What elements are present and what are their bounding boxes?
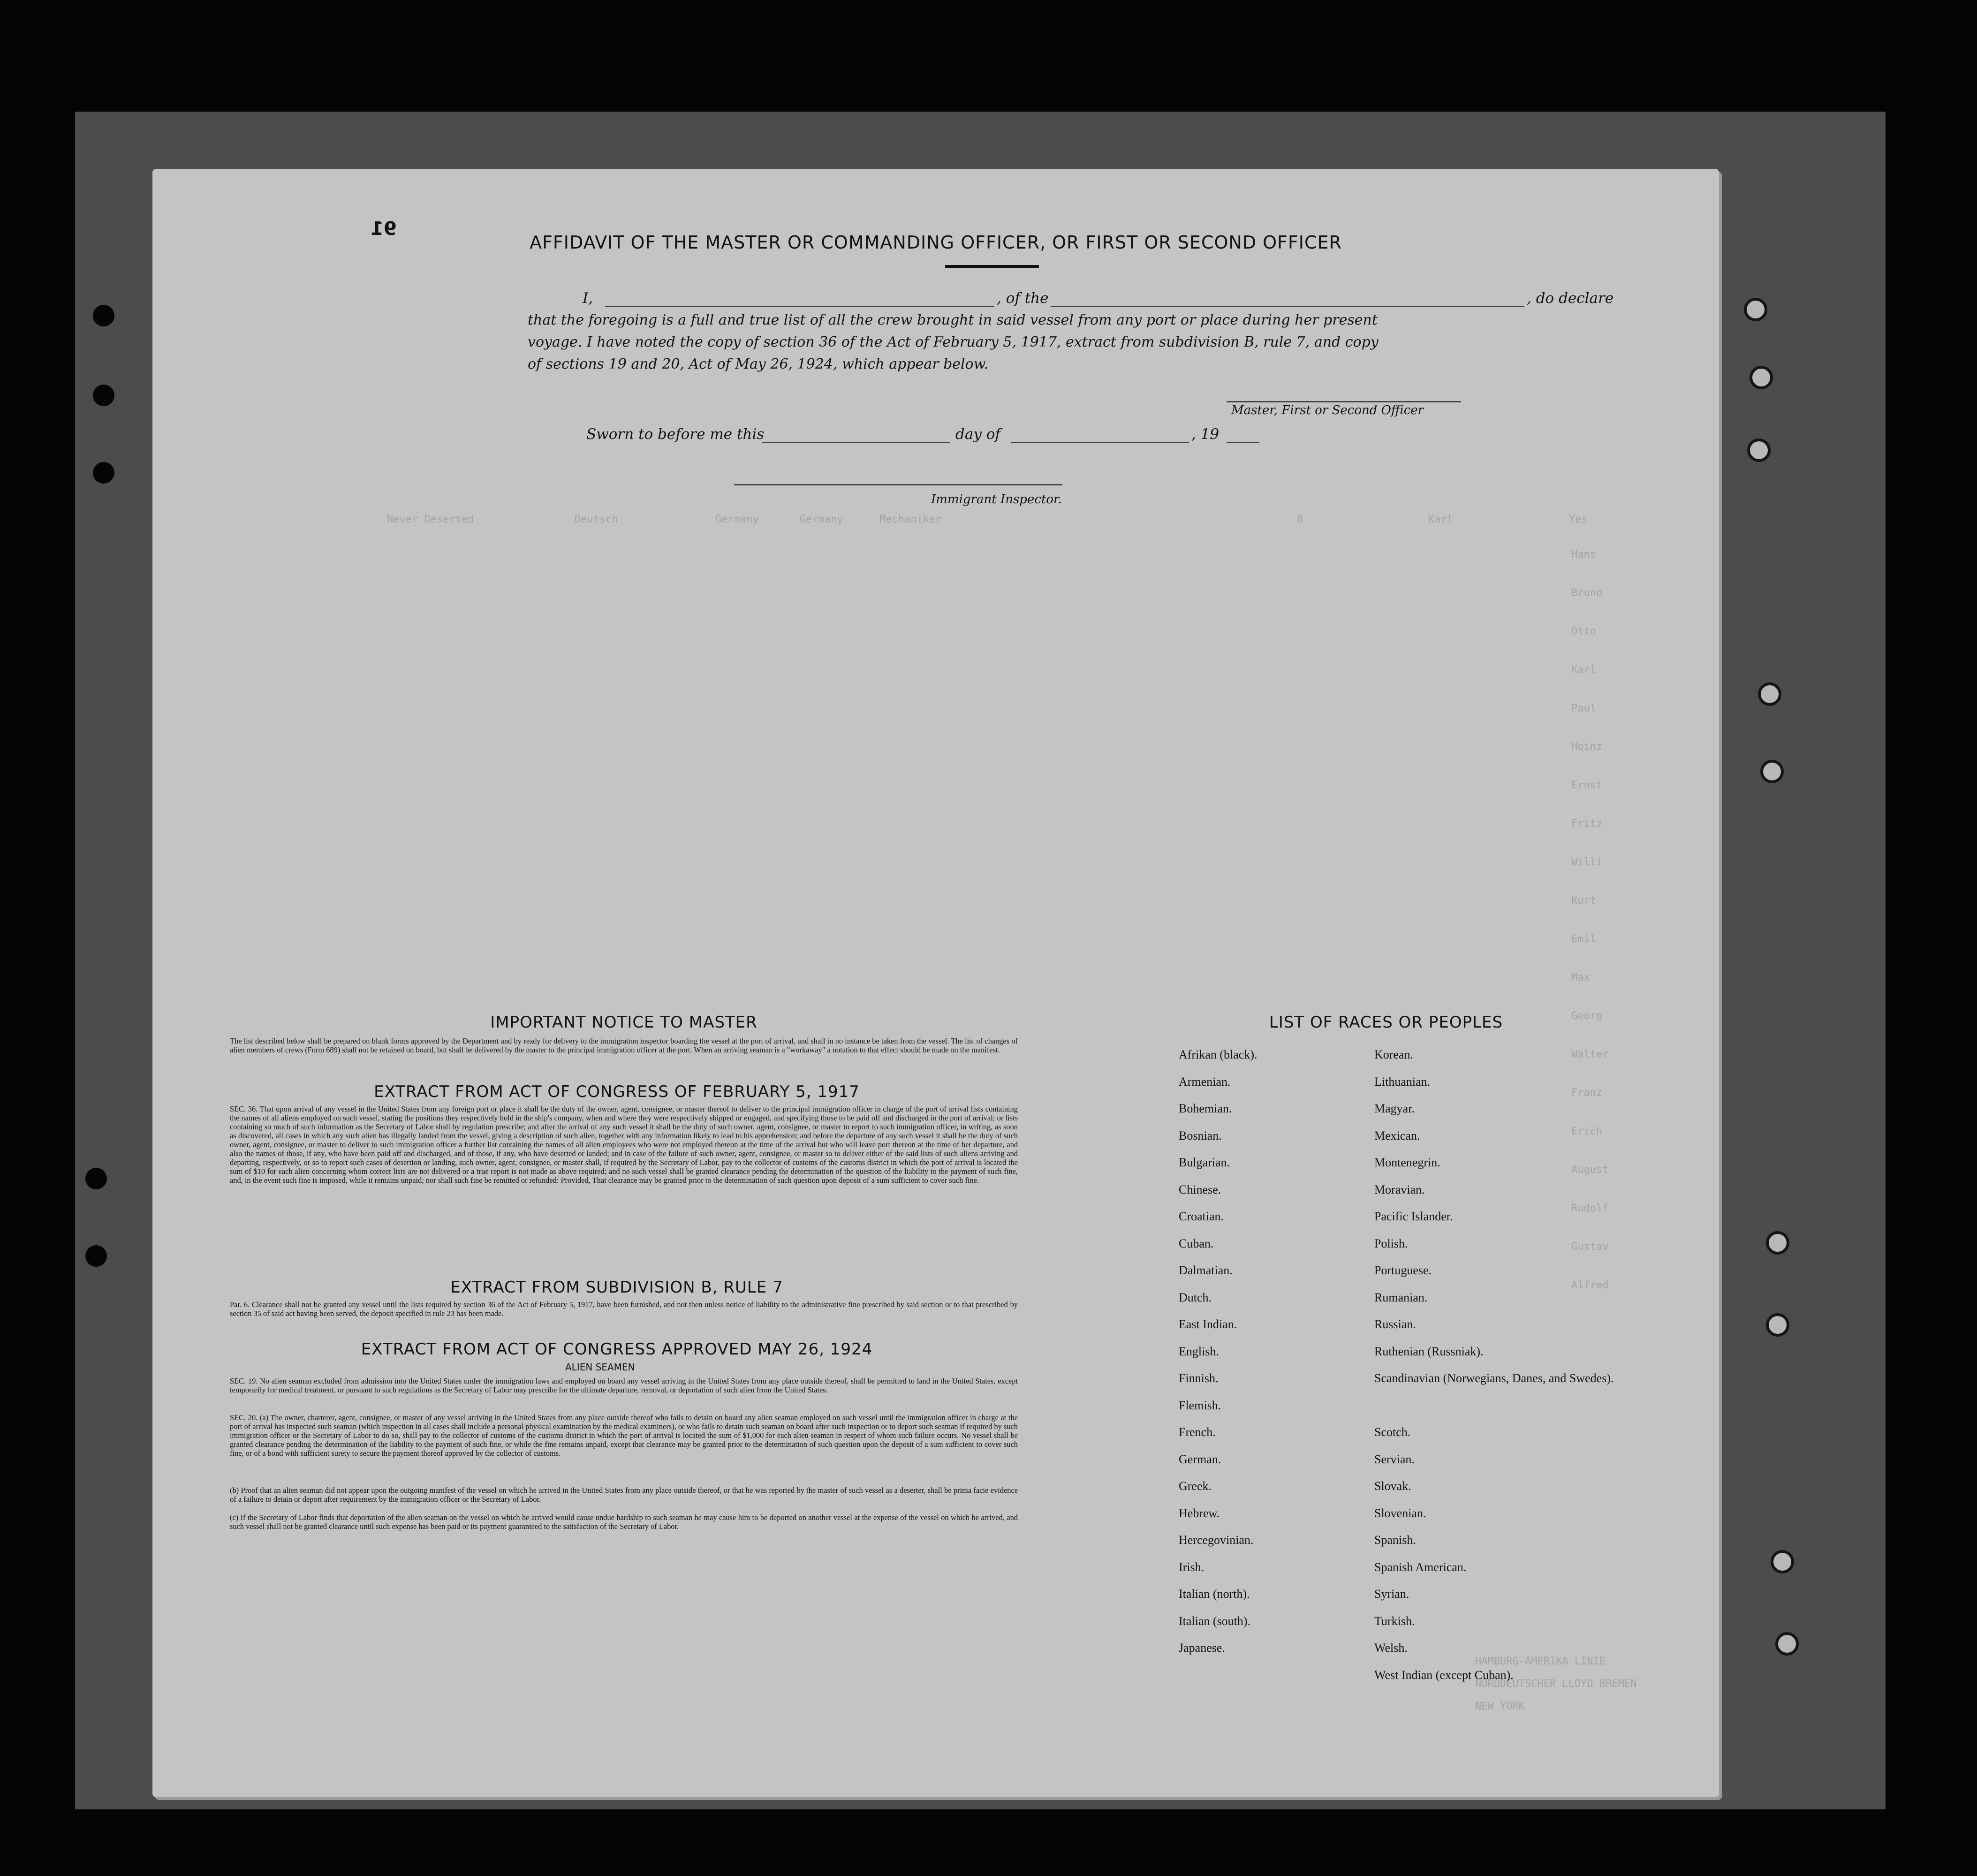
day-of-label: day of [955,426,1000,443]
eyelet [1760,760,1784,783]
act-1924-title: EXTRACT FROM ACT OF CONGRESS APPROVED MAY 26, 1924 [361,1340,873,1359]
race-item: Japanese. [1179,1641,1225,1655]
binder-hole [93,385,114,406]
race-item: Afrikan (black). [1179,1048,1257,1061]
race-item: Slovenian. [1374,1506,1426,1520]
act-1924-sec20b: (b) Proof that an alien seaman did not appear upon the outgoing manifest of the vessel on which he arrived in the United States from any place outside thereof, or that he was reported by the master of such vessel as a deserter, shall be prima facie evidence of a failure to detain or deport after requirement by the immigration officer or the Secretary of Labor. [230,1486,1018,1504]
binder-hole [93,305,114,326]
eyelet [1758,682,1781,706]
act-1924-subtitle: ALIEN SEAMEN [565,1362,635,1373]
bleed-through-text: Paul [1571,703,1596,714]
races-title: LIST OF RACES OR PEOPLES [1269,1013,1503,1032]
bleed-through-text: Georg [1571,1010,1603,1022]
manifest-sheet [152,169,1719,1797]
race-item: Hercegovinian. [1179,1533,1254,1547]
race-item: Polish. [1374,1236,1408,1250]
bleed-through-text: Willi [1571,856,1603,868]
declaration-line-3: of sections 19 and 20, Act of May 26, 1924, which appear below. [528,356,989,372]
races-left-column [1179,1041,1257,1662]
inspector-signature-line [734,484,1062,485]
race-item: Ruthenian (Russniak). [1374,1344,1484,1358]
bleed-through-text: Max [1571,972,1590,983]
race-item: Irish. [1179,1560,1204,1574]
bleed-through-text: Yes [1569,514,1588,525]
race-item: West Indian (except Cuban). [1374,1668,1514,1682]
race-item: Servian. [1374,1452,1415,1466]
binder-hole [85,1168,107,1189]
sworn-day-blank [762,442,950,443]
bleed-through-text: Emil [1571,933,1596,945]
race-item: Portuguese. [1374,1263,1432,1277]
race-item: Bosnian. [1179,1128,1222,1142]
page-number: 91 [371,218,397,240]
race-item: Croatian. [1179,1210,1224,1223]
act-1917-title: EXTRACT FROM ACT OF CONGRESS OF FEBRUARY 5, 1917 [374,1082,860,1101]
race-item: Bulgarian. [1179,1156,1230,1169]
of-the-label: , of the [997,290,1049,307]
binder-hole [85,1245,107,1267]
race-item: Magyar. [1374,1102,1415,1115]
race-item: Korean. [1374,1048,1414,1061]
race-item: Russian. [1374,1317,1416,1331]
race-item: Turkish. [1374,1614,1415,1628]
rule-7-title: EXTRACT FROM SUBDIVISION B, RULE 7 [450,1278,783,1297]
eyelet [1766,1313,1789,1337]
eyelet [1747,439,1771,462]
race-item: Slovak. [1374,1479,1411,1493]
race-item: East Indian. [1179,1317,1237,1331]
eyelet [1775,1632,1799,1656]
race-item: Rumanian. [1374,1290,1428,1304]
inspector-label: Immigrant Inspector. [931,492,1062,507]
bleed-through-text: Fritz [1571,818,1603,830]
rule-7-text: Par. 6. Clearance shall not be granted any vessel until the lists required by section 36 of the Act of February 5, 1917, have been furnished, and not then unless notice of liability to the administrative fine prescribed by said section or to that prescribed by section 35 of said act having been served, the deposit specified in rule 23 has been made. [230,1300,1018,1318]
eyelet [1744,298,1767,321]
declaration-line-1: that the foregoing is a full and true list of all the crew brought in said vessel from any port or place during her present [528,312,1378,328]
race-item: Flemish. [1179,1398,1221,1412]
name-blank [605,306,994,307]
race-item: Lithuanian. [1374,1074,1431,1089]
bleed-through-text: Franz [1571,1087,1603,1099]
eyelet [1750,366,1773,389]
bleed-through-text: NORDDEUTSCHER LLOYD BREMEN [1475,1678,1637,1690]
title-rule [945,265,1039,268]
act-1917-text: SEC. 36. That upon arrival of any vessel in the United States from any foreign port or place it shall be the duty of the owner, agent, consignee, or master thereof to deliver to the principal immigration officer in charge of the port of arrival lists containing the names of all aliens employed on such vessel, stating the positions they respectively hold in the ship's company, when and where they were respectively shipped or engaged, and specifying those to be paid off and discharged in the port of arrival; or lists containing so much of such information as the Secretary of Labor shall by regulation prescribe; and after the arrival of any such vessel it shall be the duty of such owner, agent, consignee, or master to report to such immigration officer, in writing, as soon as discovered, all cases in which any such alien has illegally landed from the vessel, giving a description of such alien, together with any information likely to lead to his apprehension; and before the departure of any such vessel it shall be the duty of such owner, agent, consignee, or master to deliver to such immigration officer a further list containing the names of all alien employees who were not employed thereon at the time of the arrival but who will leave port thereon at the time of her departure, and also the names of those, if any, who have been paid off and discharged, and of those, if any, who have deserted or landed; and in case of the failure of such owner, agent, consignee, or master so to deliver either of the said lists of such aliens arriving and departing, respectively, or so to report such cases of desertion or landing, such owner, agent, consignee, or master shall, if required by the Secretary of Labor, pay to the collector of customs of the customs district in which the port of arrival is located the sum of $10 for each alien concerning whom correct lists are not delivered or a true report is not made as above required; and no such vessel shall be granted clearance pending the determination of the question of the liability to the payment of such fine, and, in the event such fine is imposed, while it remains unpaid; nor shall such fine be remitted or refunded: Provided, That clearance may be granted prior to the determination of such question upon deposit of a sum sufficient to cover such fine. [230,1104,1018,1185]
notice-text: The list described below shall be prepared on blank forms approved by the Department and by ready for delivery to the immigration inspector boarding the vessel at the port of arrival, and shall in no instance be taken from the vessel. The list of changes of alien members of crews (Form 689) shall not be retained on board, but shall be delivered by the master to the principal immigration officer at the port. When an arriving seaman is a "workaway" a notation to that effect should be made on the manifest. [230,1036,1018,1054]
race-item: Dutch. [1179,1290,1212,1304]
race-item: Dalmatian. [1179,1263,1233,1277]
bleed-through-text: Alfred [1571,1279,1609,1291]
act-1924-sec20c: (c) If the Secretary of Labor finds that deportation of the alien seaman on the vessel on which he arrived would cause undue hardship to such seaman he may cause him to be deported on another vessel at the expense of the vessel on which he arrived, and such vessel shall not be granted clearance until such expense has been paid or its payment guaranteed to the satisfaction of the Secretary of Labor. [230,1513,1018,1531]
year-label: , 19 [1191,426,1220,443]
binder-hole [93,462,114,484]
master-signature-label: Master, First or Second Officer [1231,403,1424,417]
bleed-through-text: Deutsch [575,514,618,525]
bleed-through-text: Karl [1428,514,1453,525]
race-item: Spanish. [1374,1533,1416,1547]
race-item: Bohemian. [1179,1102,1232,1115]
bleed-through-text: 8 [1297,514,1303,525]
affidavit-title: AFFIDAVIT OF THE MASTER OR COMMANDING OFFICER, OR FIRST OR SECOND OFFICER [530,232,1342,253]
race-item: Syrian. [1374,1587,1409,1601]
race-item: Spanish American. [1374,1560,1467,1574]
master-signature-line [1227,401,1461,402]
bleed-through-text: Bruno [1571,587,1603,599]
eyelet [1766,1231,1789,1255]
race-item: Montenegrin. [1374,1156,1440,1169]
do-declare-label: , do declare [1527,290,1614,307]
bleed-through-text: Erich [1571,1126,1603,1137]
act-1924-sec19: SEC. 19. No alien seaman excluded from admission into the United States under the immigration laws and employed on board any vessel arriving in the United States from any place outside thereof, shall be permitted to land in the United States, except temporarily for medical treatment, or pursuant to such regulations as the Secretary of Labor may prescribe for the ultimate departure, removal, or deportation of such alien from the United States. [230,1377,1018,1394]
bleed-through-text: HAMBURG-AMERIKA LINIE [1475,1656,1606,1667]
declaration-line-2: voyage. I have noted the copy of section 36 of the Act of February 5, 1917, extract from subdivision B, rule 7, and copy [528,334,1379,350]
bleed-through-text: Karl [1571,664,1596,676]
bleed-through-text: August [1571,1164,1609,1176]
sworn-label: Sworn to before me this [586,426,765,443]
bleed-through-text: Gustav [1571,1241,1609,1253]
race-item: Italian (north). [1179,1587,1250,1601]
race-item: Moravian. [1374,1182,1425,1196]
sworn-year-blank [1227,442,1259,443]
sworn-month-blank [1011,442,1189,443]
bleed-through-text: Heinz [1571,741,1603,753]
bleed-through-text: Mechaniker [879,514,942,525]
race-item: French. [1179,1425,1216,1439]
bleed-through-text: Kurt [1571,895,1596,907]
race-item: Hebrew. [1179,1506,1220,1520]
race-item: Mexican. [1374,1128,1420,1142]
race-item: English. [1179,1344,1219,1358]
races-right-column [1374,1041,1613,1688]
vessel-blank [1051,306,1524,307]
bleed-through-text: Germany [715,514,759,525]
i-label: I, [583,290,593,307]
race-item [1374,1392,1613,1419]
bleed-through-text: Rudolf [1571,1203,1609,1214]
race-item: Finnish. [1179,1371,1219,1385]
bleed-through-text: Never Deserted [387,514,474,525]
race-item: Scandinavian (Norwegians, Danes, and Swedes). [1374,1371,1614,1385]
race-item: Cuban. [1179,1236,1214,1250]
bleed-through-text: Walter [1571,1049,1609,1060]
race-item: Welsh. [1374,1641,1408,1655]
race-item: Scotch. [1374,1425,1411,1439]
race-item: Pacific Islander. [1374,1210,1453,1223]
eyelet [1771,1550,1794,1573]
bleed-through-text: Hans [1571,549,1596,560]
race-item: Armenian. [1179,1074,1231,1089]
bleed-through-text: Ernst [1571,779,1603,791]
act-1924-sec20a: SEC. 20. (a) The owner, charterer, agent, consignee, or master of any vessel arriving in the United States from any place outside thereof who fails to detain on board any alien seaman employed on such vessel until the immigration officer in charge at the port of arrival has inspected such seaman (which inspection in all cases shall include a personal physical examination by the medical examiners), or who fails to detain such seaman on board after such inspection or to deport such seaman if required by such immigration officer or the Secretary of Labor to do so, shall pay to the collector of customs of the customs district in which the port of arrival is located the sum of $1,000 for each alien seaman in respect of whom such failure occurs. No vessel shall be granted clearance pending the determination of the liability to the payment of such fine, or while the fine remains unpaid, except that clearance may be granted prior to the determination of such question upon the deposit of a sum sufficient to cover such fine, or of a bond with sufficient surety to secure the payment thereof approved by the collector of customs. [230,1413,1018,1458]
bleed-through-text: Otto [1571,626,1596,637]
notice-title: IMPORTANT NOTICE TO MASTER [490,1013,757,1032]
race-item: German. [1179,1452,1221,1466]
bleed-through-text: NEW YORK [1475,1701,1525,1712]
race-item: Greek. [1179,1479,1212,1493]
race-item: Chinese. [1179,1182,1221,1196]
bleed-through-text: Germany [800,514,843,525]
race-item: Italian (south). [1179,1614,1251,1628]
